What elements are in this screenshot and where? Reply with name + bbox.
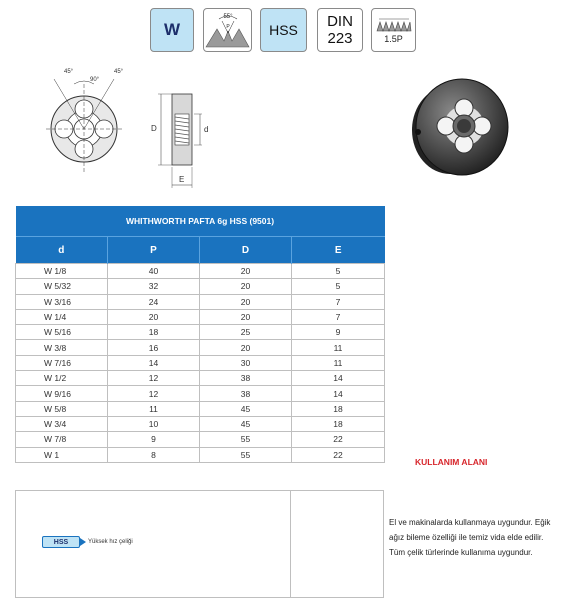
cell-D: 20	[200, 279, 292, 294]
table-row	[16, 340, 385, 355]
cell-P: 20	[108, 309, 200, 324]
cell-d: W 5/16	[16, 325, 108, 340]
cell-E: 22	[292, 447, 385, 462]
cell-D: 55	[200, 432, 292, 447]
table-header-row	[16, 237, 385, 264]
cell-P: 11	[108, 401, 200, 416]
cell-d: W 7/16	[16, 355, 108, 370]
cell-d: W 3/4	[16, 416, 108, 431]
cell-P: 12	[108, 371, 200, 386]
table-title: WHITHWORTH PAFTA 6g HSS (9501)	[16, 206, 385, 237]
die-product-photo	[402, 74, 514, 180]
cell-E: 14	[292, 386, 385, 401]
cell-D: 38	[200, 371, 292, 386]
cell-E: 18	[292, 416, 385, 431]
table-row	[16, 264, 385, 279]
thread-angle-icon	[204, 9, 251, 51]
cell-D: 25	[200, 325, 292, 340]
cell-P: 9	[108, 432, 200, 447]
table-row	[16, 432, 385, 447]
cell-D: 20	[200, 309, 292, 324]
cell-d: W 1	[16, 447, 108, 462]
thread-angle-badge	[203, 8, 252, 52]
cell-D: 55	[200, 447, 292, 462]
material-label: HSS	[269, 22, 298, 38]
dim-D-label: D	[151, 124, 157, 133]
material-badge	[260, 8, 307, 52]
cell-d: W 5/8	[16, 401, 108, 416]
legend-hss-badge: HSS	[42, 536, 80, 548]
material-legend	[42, 536, 133, 548]
table-row	[16, 279, 385, 294]
cell-E: 5	[292, 279, 385, 294]
cell-D: 20	[200, 264, 292, 279]
legend-divider	[290, 490, 291, 598]
cell-E: 9	[292, 325, 385, 340]
cell-E: 11	[292, 340, 385, 355]
cell-E: 22	[292, 432, 385, 447]
cell-P: 8	[108, 447, 200, 462]
die-technical-drawing	[44, 66, 209, 191]
cell-d: W 3/8	[16, 340, 108, 355]
cell-E: 7	[292, 309, 385, 324]
cell-P: 14	[108, 355, 200, 370]
thread-pitch-mark: P	[226, 24, 230, 30]
table-row	[16, 386, 385, 401]
legend-arrow-icon	[80, 538, 86, 546]
cell-D: 20	[200, 294, 292, 309]
cell-P: 10	[108, 416, 200, 431]
cell-P: 40	[108, 264, 200, 279]
standard-line1: DIN	[327, 13, 353, 30]
cell-E: 5	[292, 264, 385, 279]
cell-D: 45	[200, 401, 292, 416]
cell-D: 20	[200, 340, 292, 355]
cell-E: 18	[292, 401, 385, 416]
table-row	[16, 325, 385, 340]
table-row	[16, 416, 385, 431]
usage-description: El ve makinalarda kullanmaya uygundur. Eğik ağız bileme özelliği ile temiz vida elde edilir. Tüm çelik türlerinde kullanıma uygundur.	[389, 518, 551, 557]
cell-P: 24	[108, 294, 200, 309]
cell-E: 11	[292, 355, 385, 370]
dim-E-label: E	[179, 175, 185, 184]
cell-d: W 5/32	[16, 279, 108, 294]
thread-angle-text: 55°	[223, 14, 233, 20]
angle-right-label: 45°	[114, 69, 124, 75]
cell-d: W 9/16	[16, 386, 108, 401]
cell-E: 7	[292, 294, 385, 309]
cell-P: 16	[108, 340, 200, 355]
cell-d: W 3/16	[16, 294, 108, 309]
cell-D: 38	[200, 386, 292, 401]
angle-top-label: 90°	[90, 77, 100, 83]
table-row	[16, 355, 385, 370]
cell-P: 32	[108, 279, 200, 294]
dim-d-label: d	[204, 125, 209, 134]
thread-profile-label: W	[163, 20, 181, 39]
standard-badge	[317, 8, 363, 52]
cell-P: 12	[108, 386, 200, 401]
thread-pitch-icon	[376, 17, 412, 33]
cell-E: 14	[292, 371, 385, 386]
pitch-label: 1.5P	[384, 33, 403, 44]
legend-text: Yüksek hız çeliği	[88, 539, 133, 545]
angle-left-label: 45°	[64, 69, 74, 75]
cell-d: W 1/8	[16, 264, 108, 279]
thread-profile-badge	[150, 8, 194, 52]
usage-title: KULLANIM ALANI	[415, 457, 488, 467]
col-header-D: D	[200, 237, 292, 264]
table-row	[16, 294, 385, 309]
thread-size-table	[15, 206, 385, 463]
table-row	[16, 309, 385, 324]
cell-D: 45	[200, 416, 292, 431]
col-header-E: E	[292, 237, 385, 264]
cell-d: W 1/2	[16, 371, 108, 386]
col-header-d: d	[16, 237, 108, 264]
cell-d: W 7/8	[16, 432, 108, 447]
cell-D: 30	[200, 355, 292, 370]
col-header-P: P	[108, 237, 200, 264]
standard-line2: 223	[327, 30, 353, 47]
table-row	[16, 447, 385, 462]
pitch-badge	[371, 8, 416, 52]
cell-P: 18	[108, 325, 200, 340]
cell-d: W 1/4	[16, 309, 108, 324]
table-row	[16, 401, 385, 416]
table-row	[16, 371, 385, 386]
